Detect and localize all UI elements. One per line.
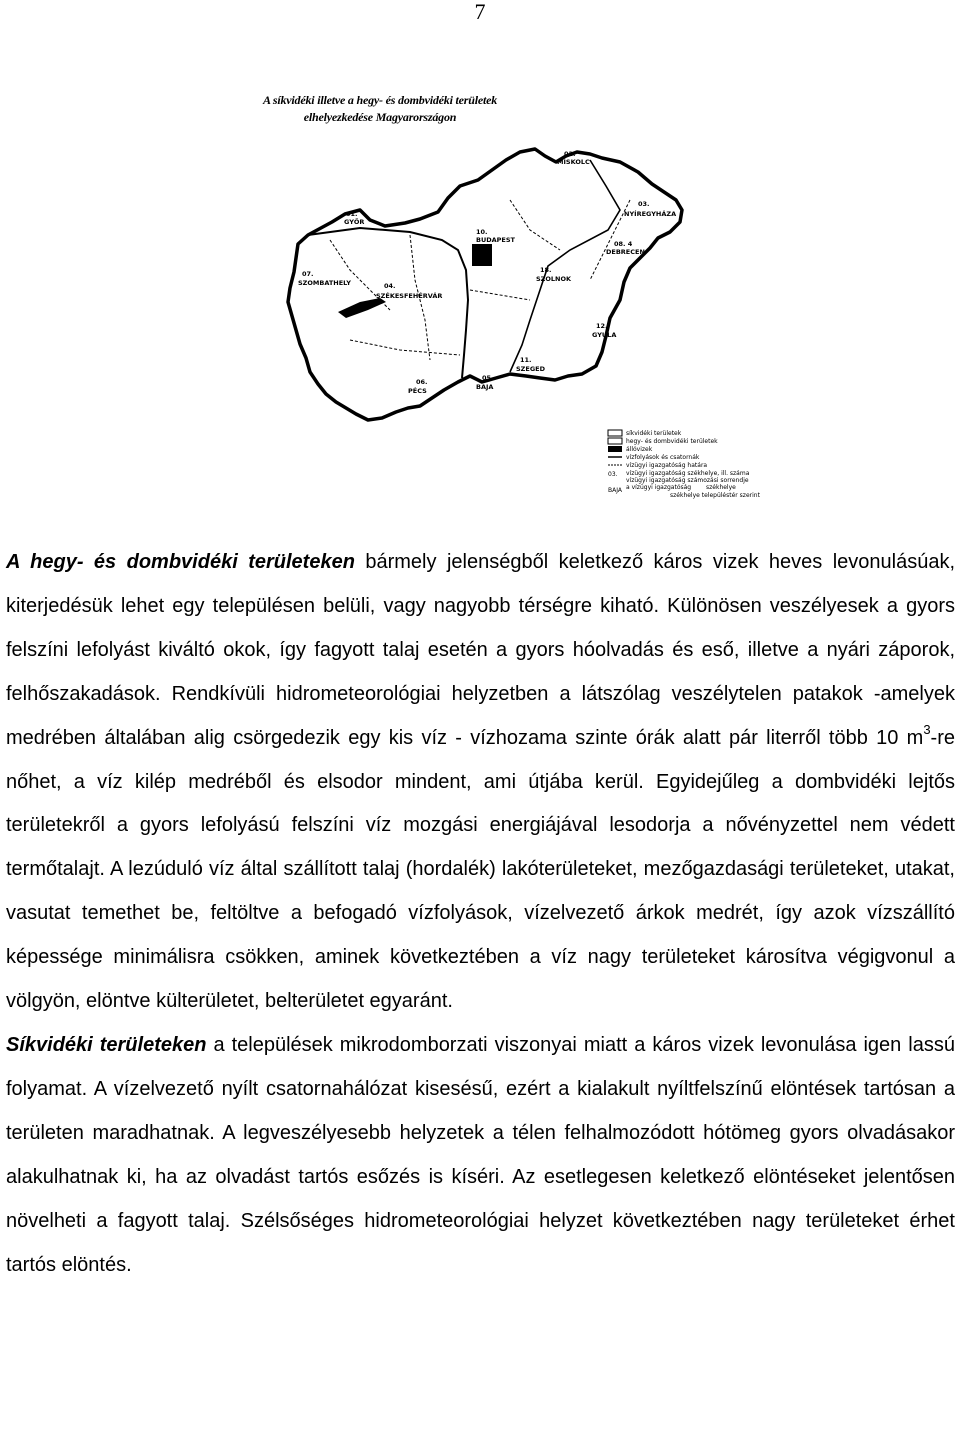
map-title-line1: A síkvidéki illetve a hegy- és dombvidéki területek	[262, 93, 498, 107]
legend-item-directorate: a vízügyi igazgatóság	[626, 484, 692, 491]
label-szombathely-num: 07.	[302, 270, 314, 278]
label-gyula: GYULA	[592, 331, 617, 339]
legend-item6-prefix: 03.	[608, 471, 618, 478]
place-labels	[298, 150, 676, 395]
label-debrecen-num: 08. 4	[614, 240, 633, 248]
paragraph-lowland-text: a települések mikrodomborzati viszonyai miatt a káros vizek levonulása igen lassú folyamat. A vízelvezető nyílt csatornahálózat kisesésű, ezért a kialakult nyíltfelszínű elöntések tartósan a területen maradhatnak. A legveszélyesebb helyzetek a télen felhalmozódott hótömeg gyors olvadásakor alakulhatnak ki, ha az olvadást tartós esőzés is kíséri. Az esetlegesen keletkező elöntéseket jelentősen növelheti a fagyott talaj. Szélsőséges hidrometeorológiai helyzet következtében nagy területeket érhet tartós elöntés.	[6, 1033, 955, 1276]
label-miskolc: MISKOLC	[557, 158, 590, 166]
legend-item-hills: hegy- és dombvidéki területek	[626, 438, 718, 445]
paragraph-lowland-heading: Síkvidéki területeken	[6, 1033, 207, 1056]
label-budapest: BUDAPEST	[476, 236, 515, 244]
label-debrecen: DEBRECEN	[606, 248, 645, 256]
lake-balaton	[338, 298, 386, 318]
label-szolnok-num: 18.	[540, 266, 552, 274]
paragraph-hills	[6, 541, 955, 1024]
map-title-line2: elhelyezkedése Magyarországon	[303, 110, 457, 124]
legend-item-settlement: székhelye településtér szerint	[670, 492, 760, 499]
label-baja: BAJA	[476, 383, 494, 391]
label-miskolc-num: 02.	[564, 150, 576, 158]
paragraph-hills-superscript: 3	[923, 721, 931, 737]
label-nyiregyhaza-num: 03.	[638, 200, 650, 208]
map-legend	[608, 430, 761, 499]
hungary-map	[210, 140, 810, 505]
hungary-map-figure	[210, 140, 810, 505]
label-baja-num: 05.	[482, 374, 494, 382]
legend-item-lowland: síkvidéki területek	[626, 430, 682, 437]
label-szeged: SZEGED	[516, 365, 546, 373]
legend-item-border: vízügyi igazgatóság határa	[626, 462, 708, 469]
budapest-marker	[472, 244, 492, 266]
legend-item-numbering: vízügyi igazgatóság számozási sorrendje	[626, 477, 749, 484]
body-text	[6, 541, 955, 1287]
legend-item-seat2: székhelye	[706, 484, 736, 491]
paragraph-lowland	[6, 1024, 955, 1287]
label-gyor: GYŐR	[344, 218, 365, 226]
legend-item-lakes: állóvizek	[626, 446, 653, 453]
label-szolnok: SZOLNOK	[536, 275, 572, 283]
label-szekesfehervar-num: 04.	[384, 282, 396, 290]
paragraph-hills-text-b: -re nőhet, a víz kilép medréből és elsodor mindent, ami útjába kerül. Egyidejűleg a dombvidéki lejtős területekről a gyors lefolyású felszíni víz mozgási energiájával lesodorja a nővényzettel nem védett termőtalajt. A lezúduló víz által szállított talaj (hordalék) lakóterületeket, mezőgazdasági területeket, utakat, vasutat temethet be, feltöltve a befogadó vízfolyások, vízelvezető árkok medrét, így azok vízszállító képessége minimálisra csökken, aminek következtében a víz nagy területeket károsítva végigvonul a völgyön, elöntve külterületet, belterületet egyaránt.	[6, 726, 955, 1013]
label-pecs-num: 06.	[416, 378, 428, 386]
paragraph-hills-text-a: bármely jelenségből keletkező káros vizek heves levonulásúak, kiterjedésük lehet egy településen belüli, vagy nagyobb térségre kiható. Különösen veszélyesek a gyors felszíni lefolyást kiváltó okok, így fagyott talaj esetén a gyors hóolvadás és eső, illetve a nyári záporok, felhőszakadások. Rendkívüli hidrometeorológiai helyzetben a látszólag veszélytelen patakok -amelyek medrében általában alig csörgedezik egy kis víz - vízhozama szinte órák alatt pár literről több 10 m	[6, 551, 956, 749]
label-gyula-num: 12.	[596, 322, 608, 330]
label-szeged-num: 11.	[520, 356, 532, 364]
legend-swatch-hills	[608, 438, 622, 444]
legend-swatch-lakes	[608, 446, 622, 452]
label-szekesfehervar: SZÉKESFEHÉRVÁR	[376, 292, 443, 300]
label-szombathely: SZOMBATHELY	[298, 279, 352, 287]
label-pecs: PÉCS	[408, 387, 427, 395]
label-gyor-num: 01.	[346, 210, 358, 218]
label-nyiregyhaza: NYÍREGYHÁZA	[624, 210, 677, 218]
river-danube	[308, 228, 468, 378]
legend-swatch-lowland	[608, 430, 622, 436]
map-title	[200, 92, 560, 126]
legend-item7-prefix: BAJA	[608, 487, 622, 494]
legend-item-seat: vízügyi igazgatóság székhelye, ill. száma	[626, 470, 750, 477]
page-number: 7	[474, 0, 486, 24]
label-budapest-num: 10.	[476, 228, 488, 236]
directorate-borders	[330, 200, 630, 360]
legend-item-rivers: vízfolyások és csatornák	[626, 454, 700, 461]
paragraph-hills-heading: A hegy- és dombvidéki területeken	[6, 551, 355, 573]
